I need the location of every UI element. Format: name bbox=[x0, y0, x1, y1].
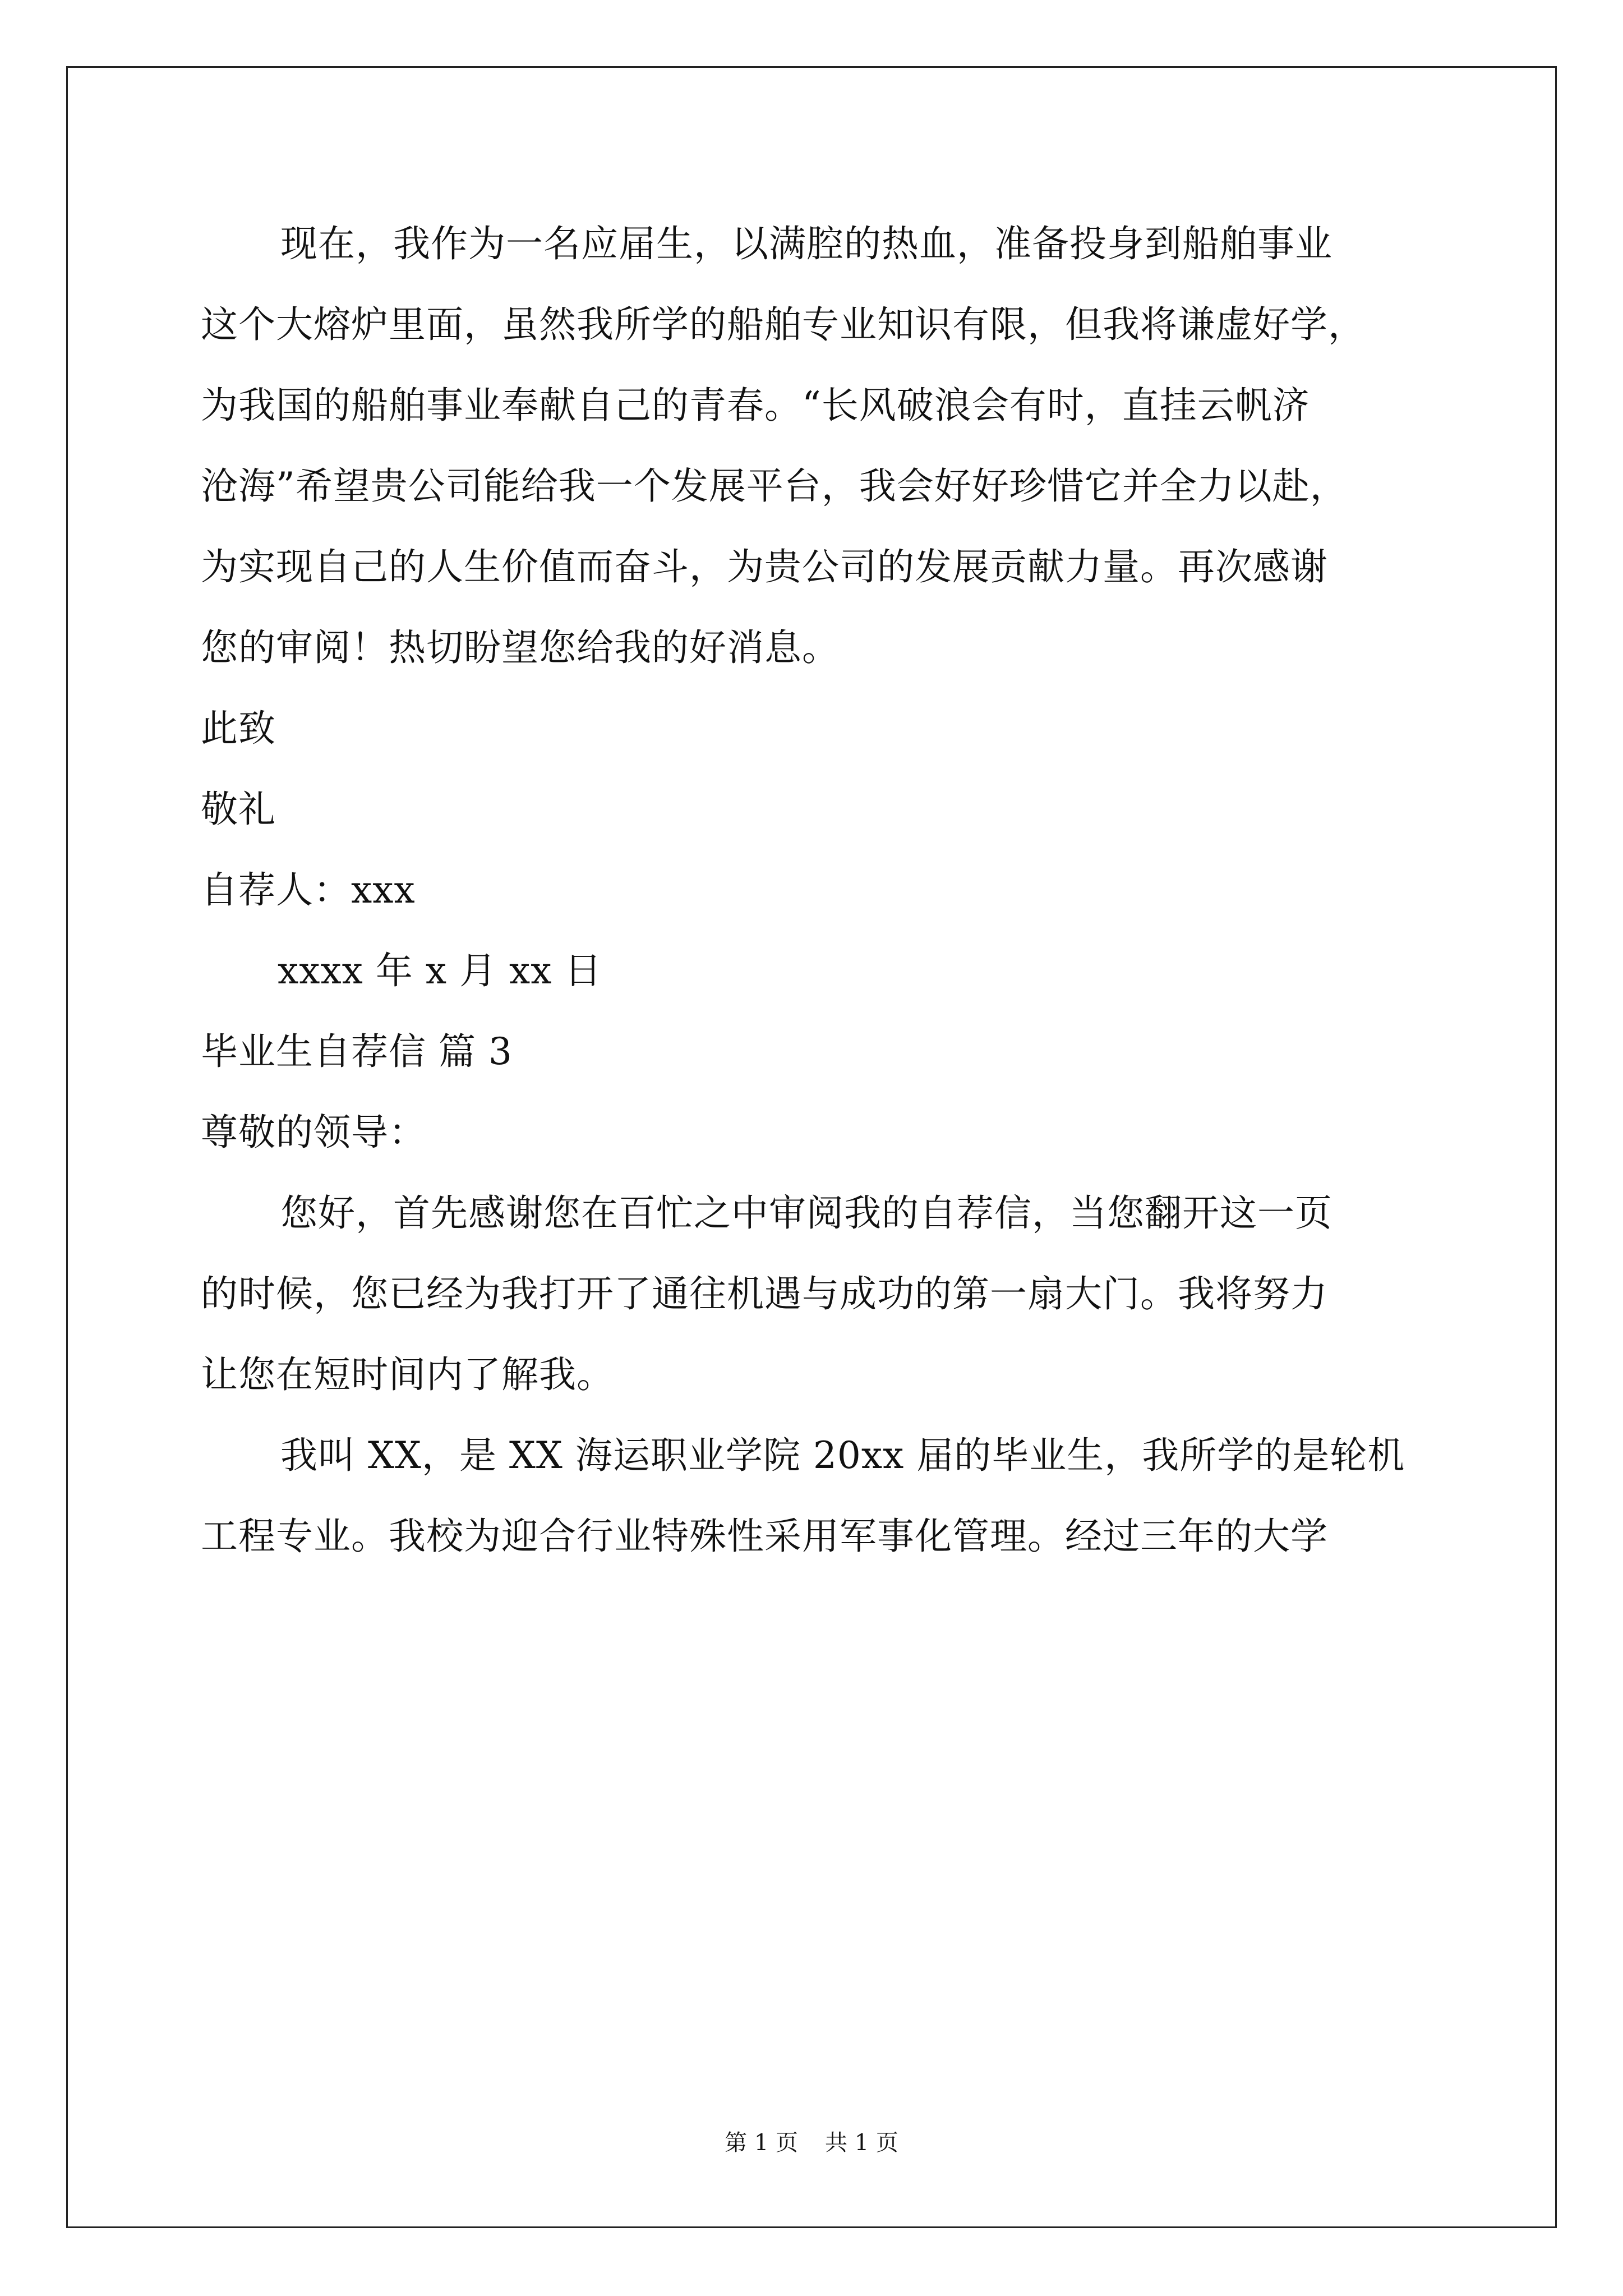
page-footer bbox=[0, 2129, 1623, 2157]
paragraph-line: 工程专业。我校为迎合行业特殊性采用军事化管理。经过三年的大学 bbox=[201, 1515, 1328, 1558]
paragraph-line: 沧海”希望贵公司能给我一个发展平台，我会好好珍惜它并全力以赴， bbox=[201, 464, 1348, 508]
paragraph-line: 为实现自己的人生价值而奋斗，为贵公司的发展贡献力量。再次感谢 bbox=[201, 545, 1328, 588]
paragraph-line: 您好，首先感谢您在百忙之中审阅我的自荐信，当您翻开这一页 bbox=[280, 1191, 1332, 1235]
paragraph-line: 我叫 XX，是 XX 海运职业学院 20xx 届的毕业生，我所学的是轮机 bbox=[280, 1434, 1405, 1477]
section-heading: 毕业生自荐信 篇 3 bbox=[201, 1030, 513, 1073]
greeting: 尊敬的领导： bbox=[201, 1111, 426, 1154]
page-number: 第 1 页 bbox=[725, 2130, 798, 2156]
signature-line: 自荐人：xxx bbox=[201, 868, 416, 912]
closing-salutation: 此致 bbox=[201, 707, 276, 750]
paragraph-line: 让您在短时间内了解我。 bbox=[201, 1353, 614, 1396]
paragraph-line: 这个大熔炉里面，虽然我所学的船舶专业知识有限，但我将谦虚好学， bbox=[201, 303, 1366, 346]
paragraph-line: 现在，我作为一名应届生，以满腔的热血，准备投身到船舶事业 bbox=[280, 222, 1332, 265]
closing-regards: 敬礼 bbox=[201, 788, 276, 831]
page-total: 共 1 页 bbox=[825, 2130, 898, 2156]
paragraph-line: 的时候，您已经为我打开了通往机遇与成功的第一扇大门。我将努力 bbox=[201, 1272, 1328, 1315]
paragraph-line: 为我国的船舶事业奉献自己的青春。“长风破浪会有时，直挂云帆济 bbox=[201, 384, 1310, 427]
paragraph-line: 您的审阅！热切盼望您给我的好消息。 bbox=[201, 626, 840, 669]
date-line: xxxx 年 x 月 xx 日 bbox=[278, 949, 602, 992]
